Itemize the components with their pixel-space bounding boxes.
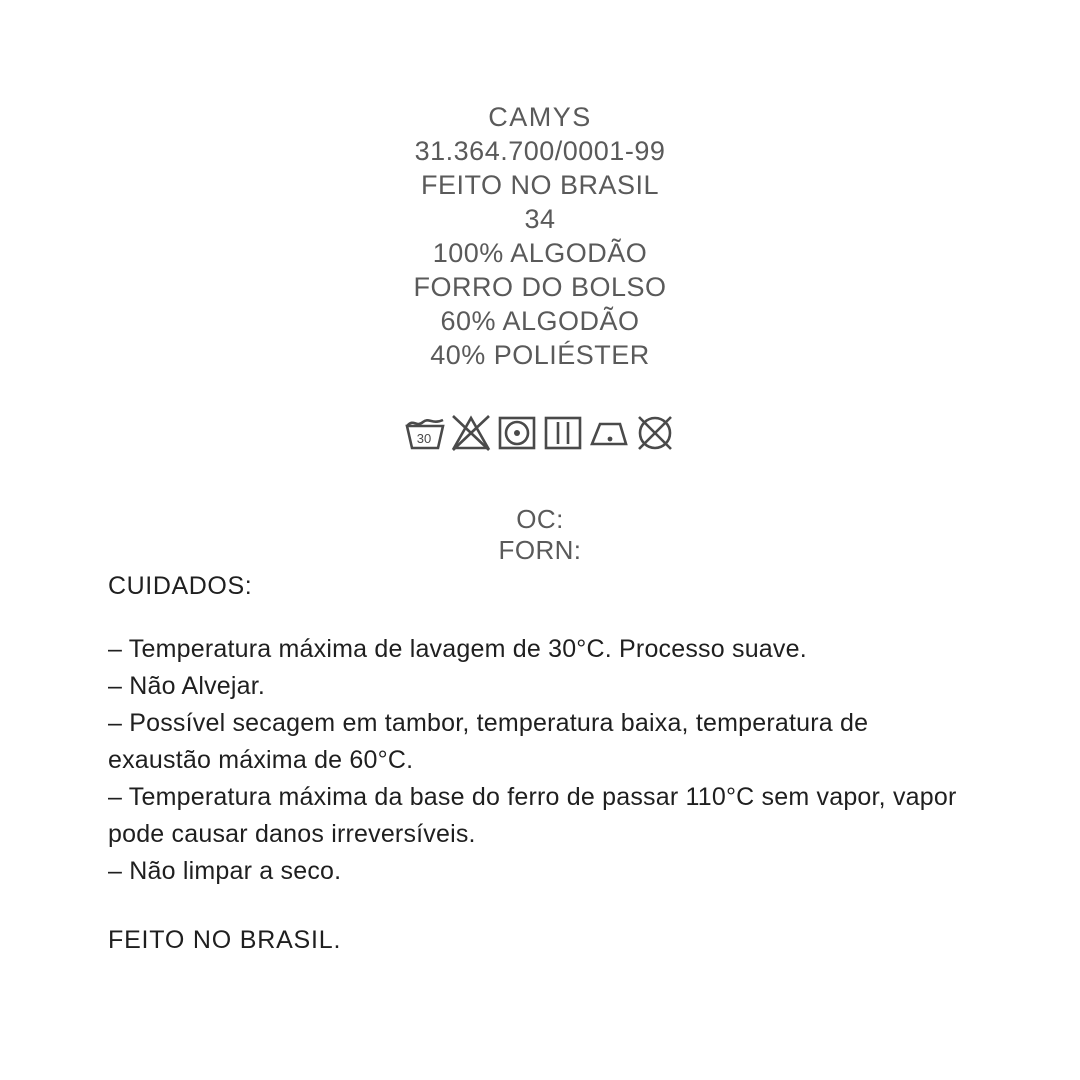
do-not-bleach-triangle-icon [448,410,494,456]
label-origin: FEITO NO BRASIL [420,170,660,200]
order-supplier-block [0,504,1080,566]
do-not-dry-clean-icon [632,410,678,456]
care-item: – Possível secagem em tambor, temperatura baixa, temperatura de exaustão máxima de 60°C. [108,709,869,774]
care-item: – Não limpar a seco. [108,857,342,885]
label-pocket-cotton: 60% ALGODÃO [440,306,640,336]
label-pocket-polyester: 40% POLIÉSTER [430,340,650,370]
label-cnpj: 31.364.700/0001-99 [414,136,666,166]
care-item: – Não Alvejar. [108,672,266,700]
label-size: 34 [524,204,556,234]
care-footer-origin: FEITO NO BRASIL. [108,926,342,954]
iron-one-dot-icon [540,410,586,456]
care-symbols-row [0,410,1080,456]
do-not-steam-icon [586,410,632,456]
label-pocket-lining-title: FORRO DO BOLSO [413,272,667,302]
care-instructions [108,572,972,955]
label-brand-name: CAMYS [488,102,592,132]
care-item: – Temperatura máxima de lavagem de 30°C. Processo suave. [108,635,807,663]
svg-text:30: 30 [416,431,432,446]
label-composition-main: 100% ALGODÃO [432,238,648,268]
care-heading: CUIDADOS: [108,572,253,600]
care-item: – Temperatura máxima da base do ferro de passar 110°C sem vapor, vapor pode causar danos irreversíveis. [108,783,957,848]
tumble-dry-low-icon [494,410,540,456]
supplier-label: FORN: [498,535,582,565]
wash-tub-30-icon [402,410,448,456]
order-code-label: OC: [516,504,564,534]
